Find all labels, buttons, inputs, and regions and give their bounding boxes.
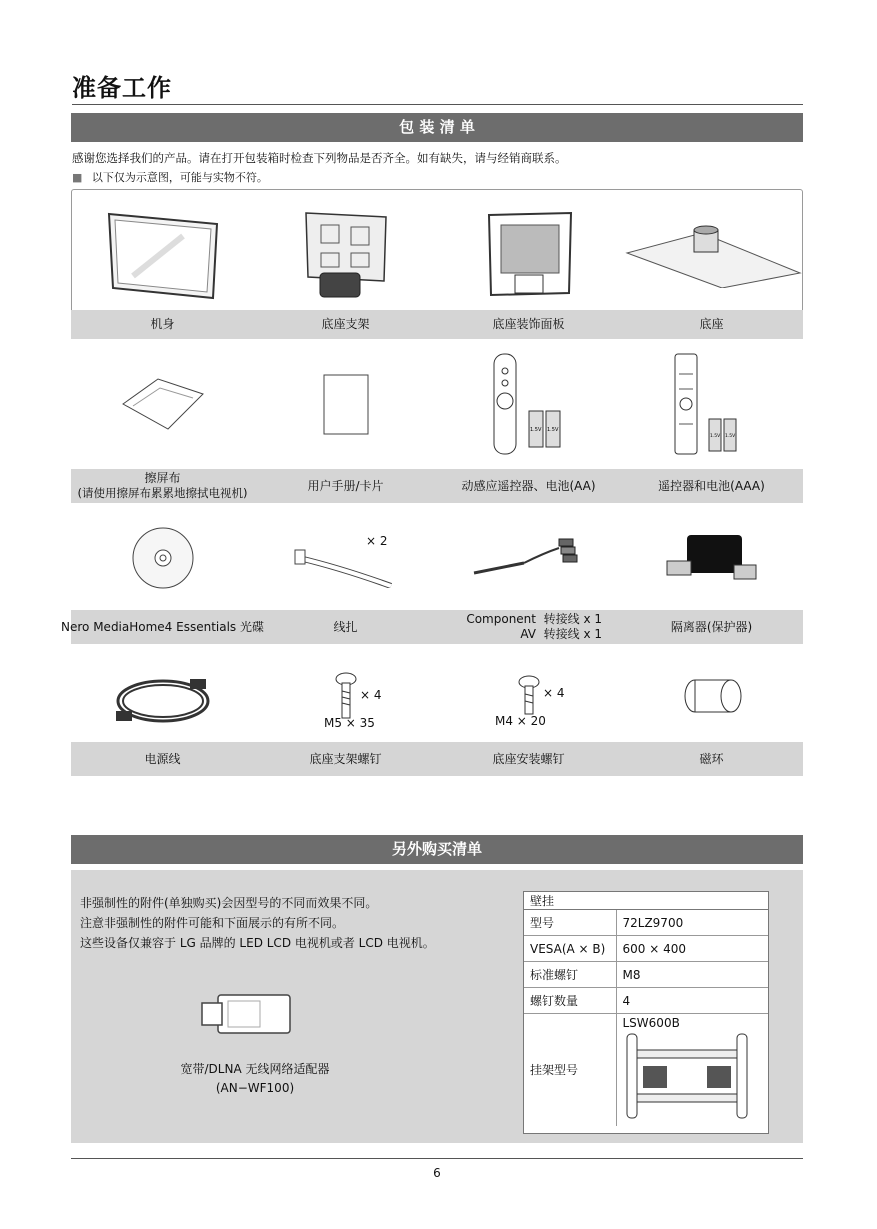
label-base: 底座 (699, 317, 724, 331)
stand-screw-image (254, 654, 437, 738)
row3-labels (61, 610, 803, 644)
spec-vesa-key: VESA(A × B) (524, 936, 616, 962)
power-cord-icon (108, 661, 218, 731)
spec-screw-count-key: 螺钉数量 (524, 988, 616, 1014)
note-bullet: ■ (72, 171, 83, 184)
stand-bracket-icon (296, 203, 396, 303)
isolator-icon (662, 523, 762, 593)
row2-labels (71, 469, 803, 503)
package-intro: 感谢您选择我们的产品。请在打开包装箱时检查下列物品是否齐全。如有缺失，请与经销商联系。 (72, 151, 567, 165)
stand-cover-icon (479, 203, 579, 303)
base-screw-size: M4 × 20 (495, 714, 546, 728)
extras-description (80, 893, 435, 953)
row1-labels (71, 310, 803, 339)
user-manual-icon (321, 372, 371, 437)
tv-body-icon (103, 206, 223, 301)
spec-row-screw-count (524, 988, 768, 1014)
spec-row-bracket (524, 1014, 768, 1126)
row1-images (71, 198, 803, 308)
battery-aa-label-1: 1.5V (529, 427, 541, 433)
row2-images (71, 345, 803, 463)
row4-labels (71, 742, 803, 776)
label-component-cable: Component 转接线 x 1 (466, 612, 602, 626)
wifi-adapter-model: (AN−WF100) (215, 1081, 295, 1095)
wifi-adapter-label (130, 1060, 380, 1098)
spec-vesa-value: 600 × 400 (616, 936, 768, 962)
motion-remote-image (437, 345, 620, 463)
spec-screw-key: 标准螺钉 (524, 962, 616, 988)
spec-row-screw (524, 962, 768, 988)
page-number: 6 (433, 1166, 441, 1180)
row3-images (71, 512, 803, 604)
cd-icon (128, 523, 198, 593)
power-cord-image (71, 654, 254, 738)
label-stand-bracket: 底座支架 (321, 317, 370, 331)
spec-bracket-key: 挂架型号 (524, 1014, 616, 1126)
cable-tie-qty: × 2 (366, 534, 388, 548)
battery-aa-label-2: 1.5V (546, 427, 558, 433)
page-title: 准备工作 (72, 74, 172, 102)
cleaning-cloth-image (71, 345, 254, 463)
stand-screw-icon (331, 671, 361, 721)
label-av-cable: AV 转接线 x 1 (520, 627, 602, 641)
motion-remote-icon (484, 349, 574, 459)
base-icon (622, 218, 802, 288)
label-cleaning-cloth (71, 469, 254, 503)
wifi-adapter-name: 宽带/DLNA 无线网络适配器 (180, 1062, 330, 1076)
extras-line-3: 这些设备仅兼容于 LG 品牌的 LED LCD 电视机或者 LCD 电视机。 (80, 936, 435, 950)
label-cleaning-cloth-title: 擦屏布 (144, 471, 181, 485)
package-note (72, 169, 268, 185)
spec-model-key: 型号 (524, 910, 616, 936)
ferrite-core-icon (677, 671, 747, 721)
label-stand-cover: 底座装饰面板 (492, 317, 565, 331)
label-cd: Nero MediaHome4 Essentials 光碟 (61, 619, 264, 634)
spec-screw-value: M8 (616, 962, 768, 988)
base-screw-image (437, 654, 620, 738)
wifi-adapter-image (198, 993, 293, 1039)
spec-bracket-value-cell (616, 1014, 768, 1126)
battery-aaa-label-1: 1.5V (709, 434, 720, 439)
battery-aaa-label-2: 1.5V (724, 434, 735, 439)
label-power-cord: 电源线 (144, 751, 181, 766)
spec-row-vesa (524, 936, 768, 962)
wall-mount-title: 壁挂 (524, 892, 768, 910)
remote-aaa-icon (667, 349, 757, 459)
cd-image (71, 512, 254, 604)
note-text: 以下仅为示意图，可能与实物不符。 (91, 171, 268, 184)
tv-body-image (71, 198, 254, 308)
label-adapter-cables (437, 610, 620, 644)
wall-mount-spec-table (523, 891, 769, 1134)
user-manual-image (254, 345, 437, 463)
ferrite-core-image (620, 654, 803, 738)
component-av-cable-image (437, 512, 620, 604)
base-screw-qty: × 4 (543, 686, 565, 700)
title-divider (72, 104, 803, 105)
spec-screw-count-value: 4 (616, 988, 768, 1014)
component-av-cable-icon (464, 533, 594, 583)
cleaning-cloth-icon (118, 374, 208, 434)
label-cable-tie: 线扎 (333, 619, 358, 634)
label-ferrite-core: 磁环 (699, 751, 724, 766)
extras-line-2: 注意非强制性的附件可能和下面展示的有所不同。 (80, 916, 345, 930)
stand-screw-size: M5 × 35 (324, 716, 375, 730)
stand-screw-qty: × 4 (360, 688, 382, 702)
label-remote-aaa: 遥控器和电池(AAA) (658, 478, 765, 493)
spec-row-model (524, 910, 768, 936)
stand-bracket-image (254, 198, 437, 308)
isolator-image (620, 512, 803, 604)
base-screw-icon (514, 674, 544, 719)
label-isolator: 隔离器(保护器) (670, 619, 753, 634)
stand-cover-image (437, 198, 620, 308)
remote-aaa-image (620, 345, 803, 463)
label-motion-remote: 动感应遥控器、电池(AA) (461, 478, 596, 493)
wifi-adapter-icon (198, 993, 293, 1035)
label-base-screw: 底座安装螺钉 (492, 751, 565, 766)
row4-images (71, 654, 803, 738)
spec-bracket-value: LSW600B (622, 1016, 680, 1030)
label-stand-screw: 底座支架螺钉 (309, 751, 382, 766)
footer-divider (71, 1158, 803, 1159)
wall-bracket-icon (623, 1030, 751, 1122)
label-tv-body: 机身 (150, 317, 175, 331)
extras-section-header: 另外购买清单 (71, 835, 803, 864)
package-section-header: 包 装 清 单 (71, 113, 803, 142)
spec-model-value: 72LZ9700 (616, 910, 768, 936)
label-user-manual: 用户手册/卡片 (307, 478, 384, 493)
extras-line-1: 非强制性的附件(单独购买)会因型号的不同而效果不同。 (80, 896, 378, 910)
base-image (620, 198, 803, 308)
label-cleaning-cloth-note: (请使用擦屏布累累地擦拭电视机) (77, 486, 248, 500)
cable-tie-image (254, 512, 437, 604)
